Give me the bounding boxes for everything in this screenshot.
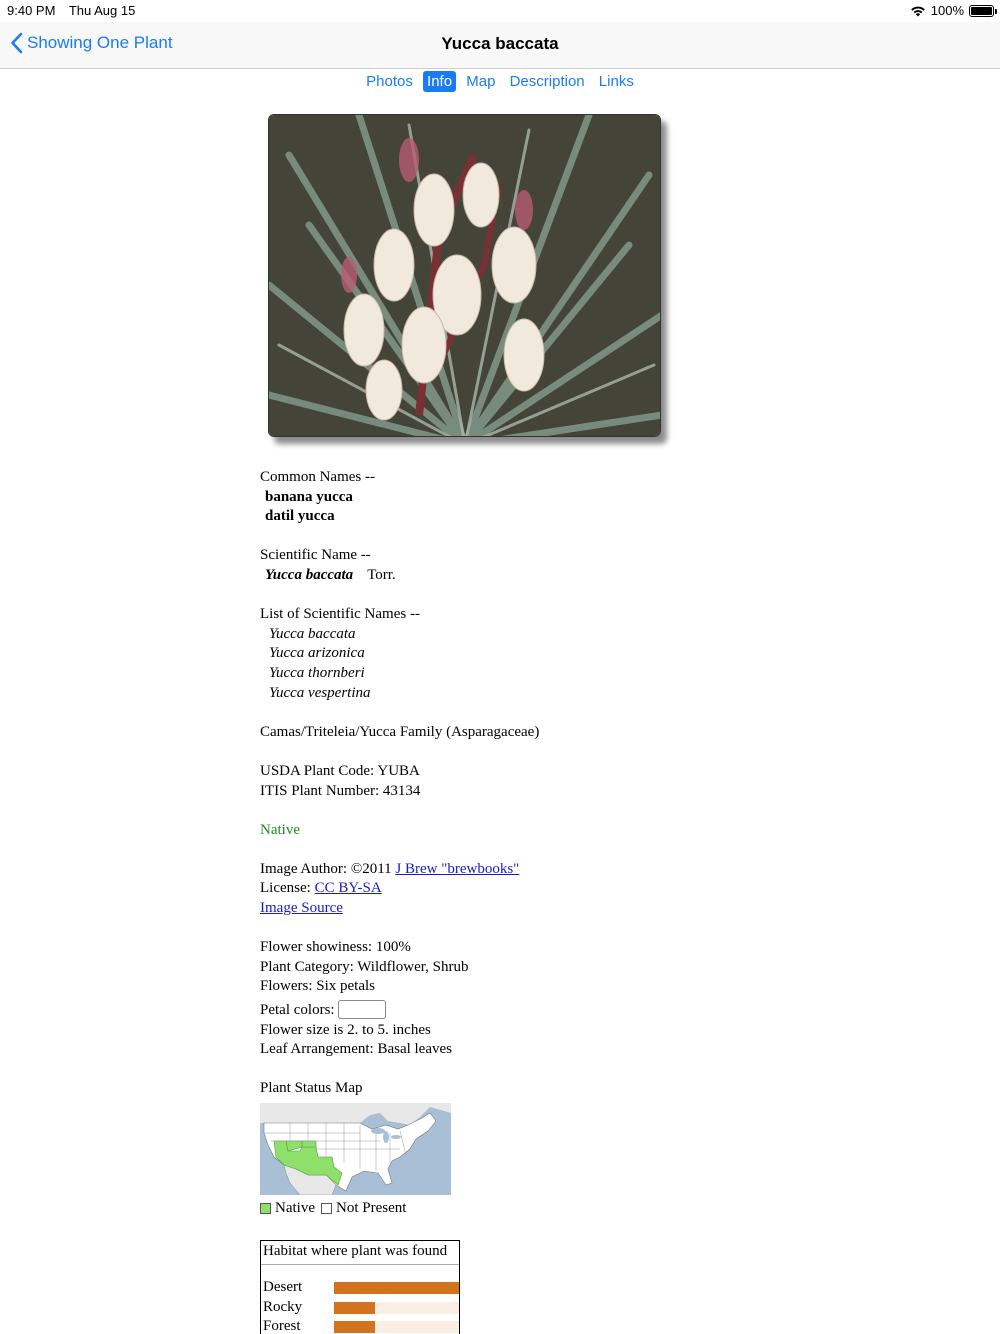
tab-links[interactable]: Links	[598, 73, 634, 90]
image-author	[260, 860, 740, 880]
status-date: Thu Aug 15	[68, 3, 136, 18]
habitat-bar-fill	[334, 1321, 375, 1333]
flower-size: Flower size is 2. to 5. inches	[260, 1021, 431, 1038]
habitat-bar-track	[334, 1321, 459, 1333]
scientific-list-item: Yucca vespertina	[269, 684, 371, 701]
tab-map[interactable]: Map	[466, 73, 496, 90]
common-name: datil yucca	[265, 508, 335, 525]
legend-label: Not Present	[335, 1200, 407, 1216]
status-map-heading: Plant Status Map	[260, 1080, 363, 1097]
habitat-bar-fill	[334, 1302, 375, 1314]
tab-photos[interactable]: Photos	[366, 73, 413, 90]
image-author-link[interactable]: J Brew "brewbooks"	[395, 860, 520, 877]
petal-colors-label: Petal colors:	[260, 1002, 335, 1019]
license-link[interactable]: CC BY-SA	[314, 880, 382, 897]
image-author-prefix: Image Author: ©2011	[260, 860, 396, 877]
flowers: Flowers: Six petals	[260, 978, 375, 995]
habitat-table	[260, 1240, 460, 1334]
tab-description[interactable]: Description	[509, 73, 585, 90]
plant-info	[260, 468, 740, 1099]
scientific-author: Torr.	[367, 566, 396, 583]
plant-category: Plant Category: Wildflower, Shrub	[260, 958, 469, 975]
habitat-label: Forest	[263, 1318, 301, 1334]
status-map-image	[260, 1103, 451, 1195]
habitat-row	[263, 1318, 459, 1334]
habitat-row	[263, 1299, 459, 1318]
scientific-list-item: Yucca arizonica	[269, 645, 365, 662]
plant-status-map[interactable]	[260, 1103, 451, 1195]
common-names-heading: Common Names --	[260, 469, 375, 485]
legend-swatch-native	[260, 1203, 271, 1214]
plant-photo-image	[269, 115, 661, 437]
habitat-row	[263, 1279, 459, 1298]
map-legend	[260, 1200, 412, 1217]
common-name: banana yucca	[265, 488, 353, 505]
plant-family: Camas/Triteleia/Yucca Family (Asparagaceae)	[260, 723, 540, 740]
wifi-icon	[910, 5, 926, 17]
legend-swatch-not-present	[321, 1203, 332, 1214]
legend-item-not-present	[321, 1200, 406, 1217]
scientific-name-value: Yucca baccata	[265, 566, 354, 583]
habitat-label: Desert	[263, 1279, 303, 1295]
plant-photo[interactable]	[268, 114, 661, 437]
tab-info[interactable]: Info	[423, 71, 456, 92]
flower-showiness: Flower showiness: 100%	[260, 939, 411, 956]
status-right	[910, 3, 994, 18]
scientific-name	[260, 566, 740, 586]
itis-number: ITIS Plant Number: 43134	[260, 782, 421, 799]
image-source-link[interactable]: Image Source	[260, 900, 343, 917]
petal-color-swatch	[338, 1000, 386, 1019]
legend-item-native	[260, 1200, 315, 1217]
license-prefix: License:	[260, 880, 315, 897]
scientific-list-item: Yucca baccata	[269, 625, 356, 642]
status-time: 9:40 PM	[7, 3, 56, 18]
nav-bar	[0, 22, 1000, 69]
habitat-bar-track	[334, 1282, 459, 1294]
scientific-name-heading: Scientific Name --	[260, 547, 371, 564]
license	[260, 879, 740, 899]
battery-percent: 100%	[930, 3, 964, 18]
habitat-bar-track	[334, 1302, 459, 1314]
legend-label: Native	[275, 1200, 315, 1216]
usda-code: USDA Plant Code: YUBA	[260, 762, 420, 779]
leaf-arrangement: Leaf Arrangement: Basal leaves	[260, 1041, 452, 1058]
battery-fill	[971, 7, 992, 15]
habitat-label: Rocky	[263, 1298, 303, 1315]
native-status: Native	[260, 821, 300, 838]
status-left	[7, 3, 145, 18]
battery-icon	[969, 5, 994, 17]
petal-colors	[260, 1000, 740, 1021]
habitat-bar-fill	[334, 1282, 459, 1294]
scientific-list-item: Yucca thornberi	[269, 664, 365, 681]
tab-bar	[0, 71, 1000, 92]
habitat-title: Habitat where plant was found	[261, 1241, 459, 1265]
scientific-list-heading: List of Scientific Names --	[260, 606, 420, 623]
back-button-label: Showing One Plant	[27, 33, 173, 52]
status-bar	[0, 0, 1000, 22]
page-title: Yucca baccata	[441, 34, 559, 53]
